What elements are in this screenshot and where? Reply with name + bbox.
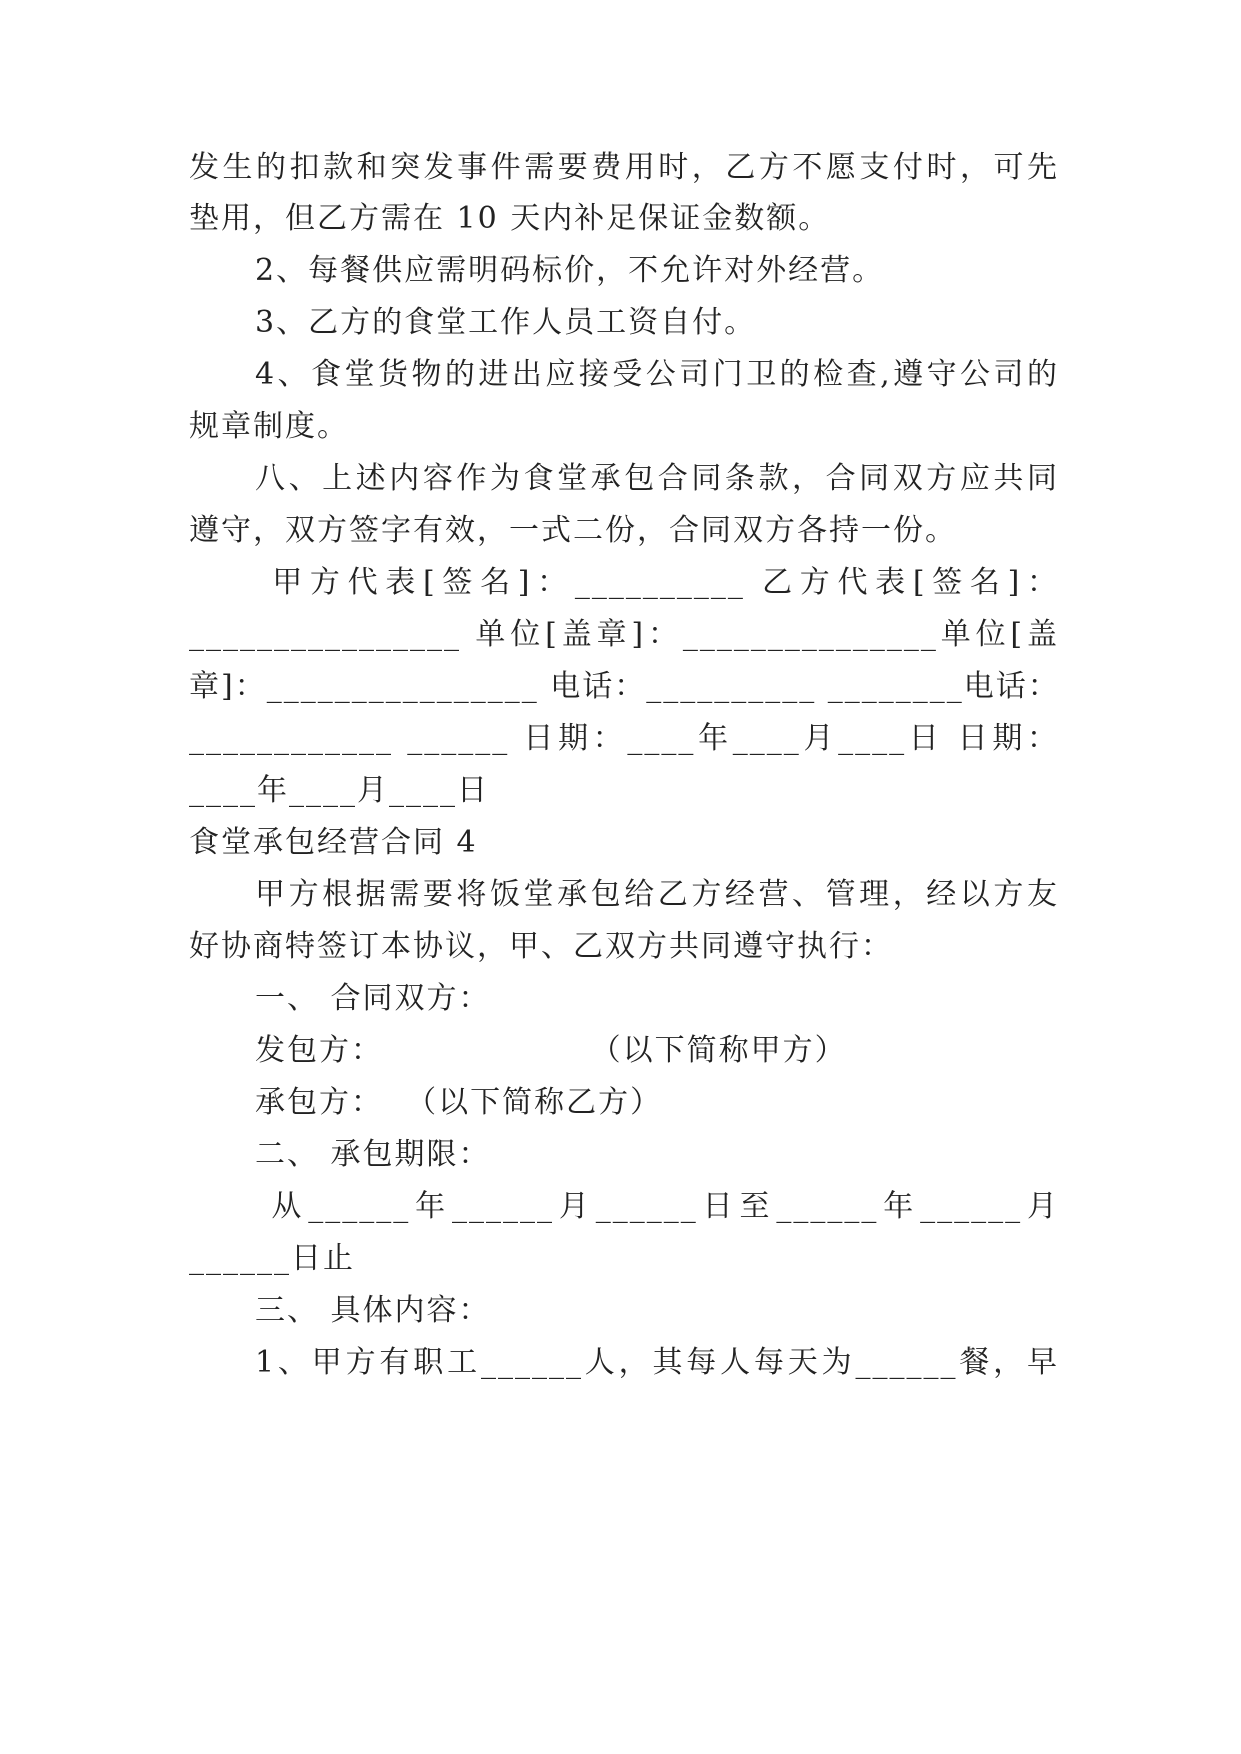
term-line: 从______年______月______日至______年______月 bbox=[255, 1189, 1059, 1224]
signature-line: ________________ 单位[盖章]：_______________单位[盖 bbox=[189, 617, 1059, 652]
section-heading-one: 一、 合同双方： bbox=[255, 981, 491, 1016]
section-heading-two: 二、 承包期限： bbox=[255, 1137, 491, 1172]
term-line: ______日止 bbox=[189, 1241, 355, 1276]
list-item-2: 2、每餐供应需明码标价，不允许对外经营。 bbox=[255, 253, 885, 288]
paragraph-line: 发生的扣款和突发事件需要费用时，乙方不愿支付时，可先 bbox=[189, 150, 1059, 185]
signature-line: ____年____月____日 bbox=[189, 773, 489, 808]
list-item-4: 4、食堂货物的进出应接受公司门卫的检查,遵守公司的 bbox=[255, 357, 1059, 392]
section-heading-three: 三、 具体内容： bbox=[255, 1293, 491, 1328]
paragraph-line: 甲方根据需要将饭堂承包给乙方经营、管理，经以方友 bbox=[255, 877, 1059, 912]
signature-line: 章]：________________ 电话：__________ ________电话： bbox=[189, 669, 1060, 704]
signature-line: ____________ ______ 日期：____年____月____日 日期： bbox=[189, 721, 1059, 756]
party-b-line: 承包方： （以下简称乙方） bbox=[255, 1085, 663, 1120]
content-item-1: 1、甲方有职工______人，其每人每天为______餐，早 bbox=[255, 1345, 1059, 1380]
list-item-3: 3、乙方的食堂工作人员工资自付。 bbox=[255, 305, 757, 340]
party-a-line: 发包方： （以下简称甲方） bbox=[255, 1033, 847, 1068]
section-heading: 食堂承包经营合同 4 bbox=[189, 825, 478, 860]
paragraph-line: 遵守，双方签字有效，一式二份，合同双方各持一份。 bbox=[189, 513, 957, 548]
signature-line: 甲方代表[签名]：__________ 乙方代表[签名]： bbox=[255, 565, 1059, 600]
paragraph-line: 好协商特签订本协议，甲、乙双方共同遵守执行： bbox=[189, 929, 893, 964]
clause-eight: 八、上述内容作为食堂承包合同条款，合同双方应共同 bbox=[255, 461, 1059, 496]
paragraph-line: 规章制度。 bbox=[189, 409, 349, 444]
paragraph-line: 垫用，但乙方需在 10 天内补足保证金数额。 bbox=[189, 201, 831, 236]
